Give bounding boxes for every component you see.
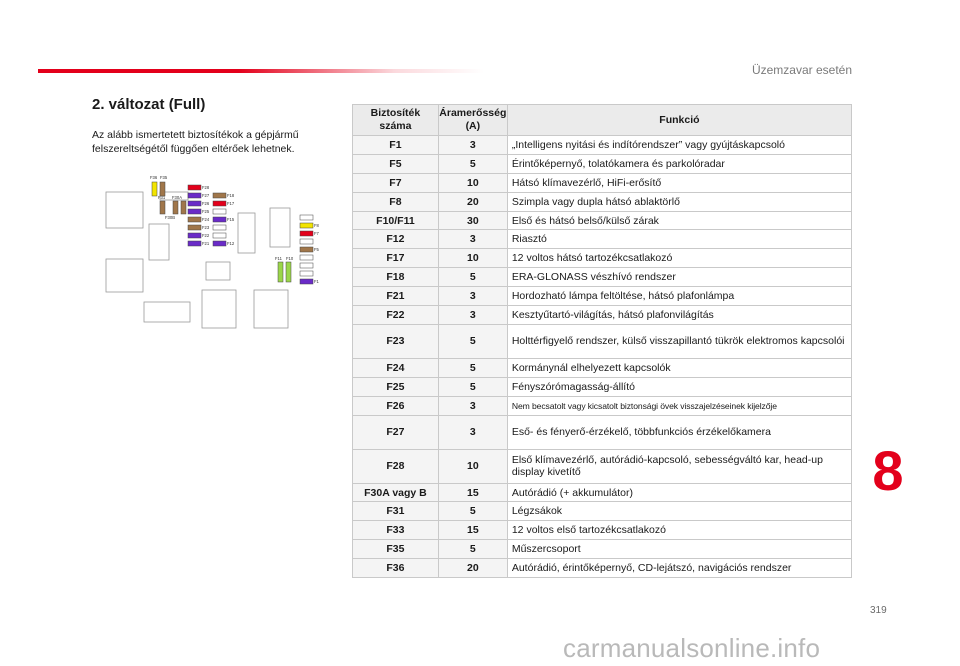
fuse-function: Hordozható lámpa feltöltése, hátsó plafonlámpa: [507, 287, 851, 306]
chapter-number: 8: [872, 439, 904, 502]
label-f22: F22: [202, 233, 210, 238]
table-row: [353, 324, 852, 358]
label-f31: F31: [158, 195, 166, 200]
label-f23: F23: [202, 225, 210, 230]
fuse-number: F30A vagy B: [353, 483, 439, 502]
fuse-empty: [300, 215, 313, 220]
fuse-function: ERA-GLONASS vészhívó rendszer: [507, 268, 851, 287]
fuse-f26: [188, 201, 201, 206]
header-fuse-number: Biztosíték száma: [353, 105, 439, 136]
fuse-f36: [152, 182, 157, 196]
fuse-current: 3: [438, 287, 507, 306]
fuse-function: Nem becsatolt vagy kicsatolt biztonsági övek visszajelzéseinek kijelzője: [507, 396, 851, 415]
fuse-function: Autórádió (+ akkumulátor): [507, 483, 851, 502]
fuse-function: Első klímavezérlő, autórádió-kapcsoló, sebességváltó kar, head-up display kivetítő: [507, 449, 851, 483]
fuse-f23: [188, 225, 201, 230]
label-f8: F8: [314, 223, 319, 228]
fuse-f7: [300, 231, 313, 236]
fuse-current: 10: [438, 173, 507, 192]
table-row: [353, 249, 852, 268]
header-current: Áramerősség (A): [438, 105, 507, 136]
label-f28: F28: [202, 185, 210, 190]
relay-block: [238, 213, 255, 253]
label-f36: F36: [150, 175, 158, 180]
fuse-function: Műszercsoport: [507, 540, 851, 559]
fuse-number: F25: [353, 377, 439, 396]
fuse-table: [352, 104, 852, 578]
table-row: [353, 192, 852, 211]
table-row: [353, 211, 852, 230]
label-f7: F7: [314, 231, 319, 236]
fuse-current: 3: [438, 230, 507, 249]
fuse-number: F21: [353, 287, 439, 306]
label-f30b: F30B: [165, 215, 176, 220]
relay-block: [202, 290, 236, 328]
fuse-function: Első és hátsó belső/külső zárak: [507, 211, 851, 230]
header-function: Funkció: [507, 105, 851, 136]
fuse-f30b: [181, 201, 186, 214]
table-body: [353, 136, 852, 578]
chapter-header-title: Üzemzavar esetén: [751, 63, 852, 77]
table-row: [353, 415, 852, 449]
fuse-f25: [188, 209, 201, 214]
table-row: [353, 559, 852, 578]
fuse-function: Holttérfigyelő rendszer, külső visszapillantó tükrök elektromos kapcsolói: [507, 324, 851, 358]
fuse-f11: [278, 262, 283, 282]
fuse-function: Kormánynál elhelyezett kapcsolók: [507, 358, 851, 377]
fuse-number: F23: [353, 324, 439, 358]
fuse-f21: [188, 241, 201, 246]
table-row: [353, 306, 852, 325]
table-row: [353, 358, 852, 377]
label-f11: F11: [275, 256, 282, 261]
table-row: [353, 287, 852, 306]
section-title: 2. változat (Full): [92, 96, 206, 113]
watermark-text: carmanualsonline.info: [563, 633, 821, 663]
label-f21: F21: [202, 241, 210, 246]
fuse-column-right: [278, 215, 313, 284]
fuse-current: 10: [438, 449, 507, 483]
label-f30a: F30A: [172, 195, 183, 200]
label-f15: F15: [227, 217, 235, 222]
relay-block: [149, 224, 169, 260]
relay-block: [106, 259, 143, 292]
label-f35: F35: [160, 175, 168, 180]
fuse-box-diagram: [100, 170, 330, 335]
label-f25: F25: [202, 209, 210, 214]
fuse-number: F8: [353, 192, 439, 211]
fuse-number: F24: [353, 358, 439, 377]
fuse-current: 20: [438, 192, 507, 211]
fuse-number: F12: [353, 230, 439, 249]
relay-block: [144, 302, 190, 322]
fuse-function: Hátsó klímavezérlő, HiFi-erősítő: [507, 173, 851, 192]
fuse-number: F27: [353, 415, 439, 449]
fuse-current: 10: [438, 249, 507, 268]
relay-block: [254, 290, 288, 328]
fuse-f28: [188, 185, 201, 190]
fuse-number: F18: [353, 268, 439, 287]
fuse-number: F7: [353, 173, 439, 192]
fuse-number: F33: [353, 521, 439, 540]
fuse-function: Autórádió, érintőképernyő, CD-lejátszó, navigációs rendszer: [507, 559, 851, 578]
fuse-f18: [213, 193, 226, 198]
fuse-current: 5: [438, 377, 507, 396]
table-row: [353, 268, 852, 287]
table-row: [353, 521, 852, 540]
fuse-number: F36: [353, 559, 439, 578]
fuse-number: F35: [353, 540, 439, 559]
table-row: [353, 230, 852, 249]
label-f17: F17: [227, 201, 235, 206]
fuse-box-svg: [100, 170, 330, 335]
table-row: [353, 502, 852, 521]
fuse-number: F28: [353, 449, 439, 483]
relay-block: [106, 192, 143, 228]
label-f12: F12: [227, 241, 235, 246]
fuse-f1: [300, 279, 313, 284]
table-row: [353, 396, 852, 415]
label-f10: F10: [286, 256, 294, 261]
fuse-empty: [213, 209, 226, 214]
table-header-row: [353, 105, 852, 136]
fuse-empty: [300, 255, 313, 260]
intro-text: Az alább ismertetett biztosítékok a gépjármű felszereltségétől függően eltérőek lehetnek.: [92, 129, 299, 155]
header-accent-bar: [38, 69, 484, 73]
fuse-f22: [188, 233, 201, 238]
table-row: [353, 483, 852, 502]
fuse-current: 5: [438, 540, 507, 559]
fuse-f12: [213, 241, 226, 246]
fuse-f27: [188, 193, 201, 198]
label-f5: F5: [314, 247, 319, 252]
fuse-number: F26: [353, 396, 439, 415]
fuse-number: F22: [353, 306, 439, 325]
fuse-number: F31: [353, 502, 439, 521]
fuse-current: 15: [438, 483, 507, 502]
fuse-number: F1: [353, 136, 439, 155]
relay-block: [206, 262, 230, 280]
fuse-empty: [300, 239, 313, 244]
fuse-number: F5: [353, 154, 439, 173]
label-f1: F1: [314, 279, 319, 284]
fuse-current: 3: [438, 396, 507, 415]
table-row: [353, 154, 852, 173]
fuse-current: 5: [438, 324, 507, 358]
fuse-f31: [160, 201, 165, 214]
label-f24: F24: [202, 217, 210, 222]
fuse-empty: [300, 271, 313, 276]
relay-block: [270, 208, 290, 247]
fuse-function: Szimpla vagy dupla hátsó ablaktörlő: [507, 192, 851, 211]
fuse-f5: [300, 247, 313, 252]
fuse-current: 5: [438, 154, 507, 173]
fuse-f24: [188, 217, 201, 222]
table-row: [353, 449, 852, 483]
fuse-current: 3: [438, 306, 507, 325]
fuse-f17: [213, 201, 226, 206]
table-row: [353, 173, 852, 192]
fuse-current: 5: [438, 358, 507, 377]
fuse-function: Riasztó: [507, 230, 851, 249]
fuse-function: Eső- és fényerő-érzékelő, többfunkciós érzékelőkamera: [507, 415, 851, 449]
fuse-f30a: [173, 201, 178, 214]
table-row: [353, 377, 852, 396]
fuse-number: F17: [353, 249, 439, 268]
label-f26: F26: [202, 201, 210, 206]
fuse-number: F10/F11: [353, 211, 439, 230]
fuse-current: 5: [438, 502, 507, 521]
fuse-f35: [160, 182, 165, 196]
fuse-function: Érintőképernyő, tolatókamera és parkolóradar: [507, 154, 851, 173]
page-number: 319: [870, 605, 887, 616]
table-row: [353, 136, 852, 155]
fuse-current: 20: [438, 559, 507, 578]
table-row: [353, 540, 852, 559]
fuse-current: 15: [438, 521, 507, 540]
fuse-function: Légzsákok: [507, 502, 851, 521]
fuse-f10: [286, 262, 291, 282]
fuse-empty: [213, 233, 226, 238]
fuse-f8: [300, 223, 313, 228]
fuse-empty: [213, 225, 226, 230]
fuse-function: Fényszórómagasság-állító: [507, 377, 851, 396]
label-f18: F18: [227, 193, 235, 198]
fuse-current: 3: [438, 136, 507, 155]
fuse-function: Kesztyűtartó-világítás, hátsó plafonvilágítás: [507, 306, 851, 325]
label-f27: F27: [202, 193, 210, 198]
fuse-function: 12 voltos első tartozékcsatlakozó: [507, 521, 851, 540]
fuse-current: 30: [438, 211, 507, 230]
fuse-function: 12 voltos hátsó tartozékcsatlakozó: [507, 249, 851, 268]
fuse-empty: [300, 263, 313, 268]
fuse-f15: [213, 217, 226, 222]
fuse-function: „Intelligens nyitási és indítórendszer” vagy gyújtáskapcsoló: [507, 136, 851, 155]
fuse-current: 5: [438, 268, 507, 287]
fuse-current: 3: [438, 415, 507, 449]
